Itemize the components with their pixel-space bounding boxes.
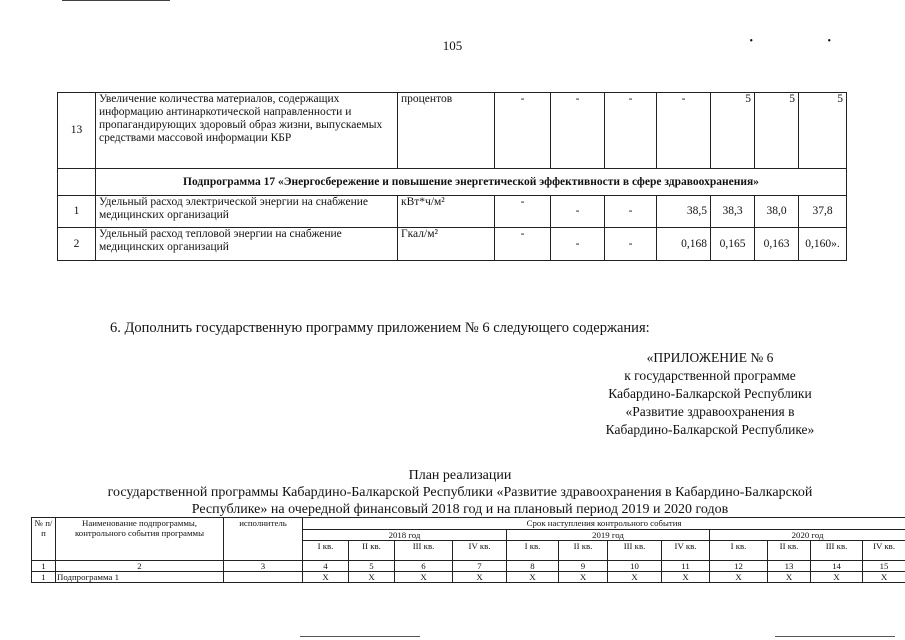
mark-cell: X <box>303 572 349 583</box>
header-name: Наименование подпрограммы, контрольного события программы <box>56 518 224 561</box>
column-number-row <box>32 561 905 572</box>
mark-cell: X <box>710 572 768 583</box>
col-number: 4 <box>303 561 349 572</box>
empty-cell <box>58 169 96 196</box>
subprogram-name: Подпрограмма 1 <box>56 572 224 583</box>
value-cell: 37,8 <box>799 196 847 228</box>
header-num: № п/п <box>32 518 56 561</box>
value-cell: - <box>551 228 605 261</box>
col-number: 1 <box>32 561 56 572</box>
value-cell: 0,163 <box>755 228 799 261</box>
indicator-name: Увеличение количества материалов, содержащих информацию антинаркотической направленности и пропагандирующих здоровый образ жизни, выпускаемых средствами массовой информации КБР <box>96 93 398 169</box>
indicator-name: Удельный расход электрической энергии на снабжение медицинских организаций <box>96 196 398 228</box>
quarter-header: I кв. <box>303 541 349 561</box>
value-cell: 38,0 <box>755 196 799 228</box>
row-number: 13 <box>58 93 96 169</box>
plan-title <box>40 467 880 518</box>
top-rule <box>62 0 170 1</box>
col-number: 15 <box>863 561 905 572</box>
value-cell: 38,3 <box>711 196 755 228</box>
quarter-header: III кв. <box>608 541 662 561</box>
unit: кВт*ч/м² <box>398 196 495 228</box>
row-number: 2 <box>58 228 96 261</box>
value-cell: - <box>605 93 657 169</box>
value-cell: 38,5 <box>657 196 711 228</box>
quarter-header: III кв. <box>395 541 453 561</box>
year-2020: 2020 год <box>710 530 905 541</box>
mark-cell: X <box>863 572 905 583</box>
executor <box>224 572 303 583</box>
table-row <box>58 196 847 228</box>
value-cell: - <box>605 228 657 261</box>
col-number: 12 <box>710 561 768 572</box>
col-number: 9 <box>559 561 608 572</box>
unit: процентов <box>398 93 495 169</box>
mark-cell: X <box>559 572 608 583</box>
value-cell: - <box>551 196 605 228</box>
mark-cell: X <box>811 572 863 583</box>
mark-cell: X <box>768 572 811 583</box>
unit: Гкал/м² <box>398 228 495 261</box>
value-cell: 5 <box>799 93 847 169</box>
value-cell: 5 <box>711 93 755 169</box>
quarter-header: III кв. <box>811 541 863 561</box>
plan-title-line: государственной программы Кабардино-Балкарской Республики «Развитие здравоохранения в Кабардино-Балкарской <box>107 485 813 500</box>
mark-cell: X <box>349 572 395 583</box>
year-2019: 2019 год <box>507 530 710 541</box>
col-number: 6 <box>395 561 453 572</box>
quarter-header: IV кв. <box>453 541 507 561</box>
plan-title-line: Республике» на очередной финансовый 2018 год и на плановый период 2019 и 2020 годов <box>191 502 729 517</box>
appendix-line: Кабардино-Балкарской Республики <box>608 386 812 401</box>
plan-title-line: План реализации <box>408 468 512 483</box>
bottom-rule <box>775 636 895 637</box>
mark-cell: X <box>453 572 507 583</box>
mark-cell: X <box>395 572 453 583</box>
col-number: 2 <box>56 561 224 572</box>
value-cell: 0,165 <box>711 228 755 261</box>
corner-marks: • • <box>749 36 867 47</box>
appendix-line: Кабардино-Балкарской Республике» <box>605 422 815 437</box>
quarter-header: IV кв. <box>863 541 905 561</box>
quarter-header: II кв. <box>349 541 395 561</box>
header-executor: исполнитель <box>224 518 303 561</box>
header-row <box>32 518 905 530</box>
value-cell: 0,168 <box>657 228 711 261</box>
row-number: 1 <box>32 572 56 583</box>
col-number: 10 <box>608 561 662 572</box>
col-number: 13 <box>768 561 811 572</box>
col-number: 14 <box>811 561 863 572</box>
quarter-header: II кв. <box>768 541 811 561</box>
quarter-header: IV кв. <box>662 541 710 561</box>
year-2018: 2018 год <box>303 530 507 541</box>
table-row <box>32 572 905 583</box>
value-cell: - <box>495 93 551 169</box>
header-deadline: Срок наступления контрольного события <box>303 518 905 530</box>
value-cell: 0,160». <box>799 228 847 261</box>
value-cell: - <box>551 93 605 169</box>
indicators-table <box>57 92 847 261</box>
mark-cell: X <box>608 572 662 583</box>
mark-cell: X <box>507 572 559 583</box>
appendix-line: «Развитие здравоохранения в <box>625 404 795 419</box>
appendix-line: к государственной программе <box>624 368 796 383</box>
mark-cell: X <box>662 572 710 583</box>
appendix-line: «ПРИЛОЖЕНИЕ № 6 <box>646 350 774 365</box>
table-row <box>58 169 847 196</box>
col-number: 8 <box>507 561 559 572</box>
value-cell: - <box>657 93 711 169</box>
value-cell: 5 <box>755 93 799 169</box>
quarter-header: I кв. <box>710 541 768 561</box>
appendix-heading <box>560 349 860 439</box>
page-number: 105 <box>442 38 463 53</box>
bottom-rule <box>300 636 420 637</box>
quarter-header: I кв. <box>507 541 559 561</box>
indicator-name: Удельный расход тепловой энергии на снабжение медицинских организаций <box>96 228 398 261</box>
col-number: 11 <box>662 561 710 572</box>
subprogram-title: Подпрограмма 17 «Энергосбережение и повышение энергетической эффективности в сфере здравоохранения» <box>96 169 847 196</box>
item-6-paragraph: 6. Дополнить государственную программу приложением № 6 следующего содержания: <box>110 320 650 336</box>
plan-table <box>31 517 905 583</box>
quarter-header: II кв. <box>559 541 608 561</box>
col-number: 5 <box>349 561 395 572</box>
value-cell: - <box>495 196 551 228</box>
table-row <box>58 228 847 261</box>
col-number: 7 <box>453 561 507 572</box>
value-cell: - <box>495 228 551 261</box>
value-cell: - <box>605 196 657 228</box>
table-row <box>58 93 847 169</box>
col-number: 3 <box>224 561 303 572</box>
row-number: 1 <box>58 196 96 228</box>
